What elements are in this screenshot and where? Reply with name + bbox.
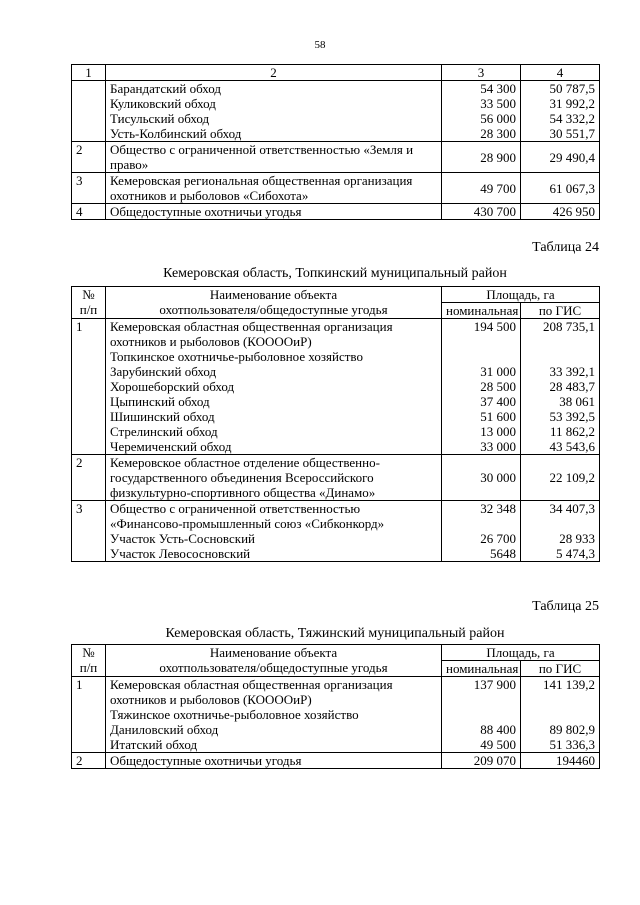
cell-line: Наименование объекта: [209, 287, 338, 302]
header-number: [72, 287, 106, 319]
header-gis: по ГИС: [521, 303, 600, 319]
cell-line: 194 500: [473, 319, 516, 334]
cell-line: охотников и рыболовов «Сибохота»: [110, 188, 309, 203]
cell-line: Цыпинский обход: [110, 394, 210, 409]
cell-line: 33 000: [480, 439, 516, 454]
object-name: [106, 501, 442, 562]
object-name: [106, 81, 442, 142]
cell-line: [446, 707, 516, 722]
cell-line: Черемиченский обход: [110, 439, 232, 454]
area-gis: [521, 81, 600, 142]
area-nominal: [442, 753, 521, 769]
cell-line: 28 933: [559, 531, 595, 546]
cell-line: 26 700: [480, 531, 516, 546]
cell-line: 28 500: [480, 379, 516, 394]
cell-line: «Финансово-промышленный союз «Сибконкорд»: [110, 516, 385, 531]
cell-line: [446, 692, 516, 707]
cell-line: 30 551,7: [549, 126, 595, 141]
cell-line: Участок Левососновский: [110, 546, 251, 561]
cell-line: 33 500: [480, 96, 516, 111]
cell-line: Барандатский обход: [110, 81, 221, 96]
cell-line: 54 332,2: [549, 111, 595, 126]
header-name: [106, 645, 442, 677]
area-gis: [521, 319, 600, 455]
row-number: [72, 81, 106, 142]
row-number: 1: [72, 677, 106, 753]
cell-line: Общедоступные охотничьи угодья: [110, 753, 302, 768]
cell-line: 54 300: [480, 81, 516, 96]
cell-line: Общество с ограниченной ответственностью: [110, 501, 361, 516]
cell-line: Общедоступные охотничьи угодья: [110, 204, 302, 219]
row-number: 3: [72, 173, 106, 204]
table-row: [72, 81, 600, 142]
cell-line: 11 862,2: [549, 424, 595, 439]
cell-line: Куликовский обход: [110, 96, 216, 111]
table-24: [71, 286, 600, 562]
cell-line: 56 000: [480, 111, 516, 126]
cell-line: 43 543,6: [549, 439, 595, 454]
cell-line: Зарубинский обход: [110, 364, 217, 379]
table-row: [72, 319, 600, 455]
cell-line: 51 600: [480, 409, 516, 424]
cell-line: [525, 334, 595, 349]
cell-line: 33 392,1: [549, 364, 595, 379]
cell-line: 50 787,5: [549, 81, 595, 96]
table-24-label: Таблица 24: [532, 240, 599, 255]
cell-line: 141 139,2: [543, 677, 595, 692]
header-nominal: номинальная: [442, 661, 521, 677]
row-number: 2: [72, 455, 106, 501]
area-gis: [521, 455, 600, 501]
table-row: [72, 204, 600, 220]
area-nominal: [442, 455, 521, 501]
cell-line: Кемеровская областная общественная организация: [110, 677, 393, 692]
cell-line: 30 000: [480, 470, 516, 485]
cell-line: Топкинское охотничье-рыболовное хозяйство: [110, 349, 363, 364]
cell-line: 49 700: [480, 180, 516, 196]
cell-line: Кемеровская региональная общественная организация: [110, 173, 413, 188]
cell-line: п/п: [79, 660, 98, 675]
object-name: [106, 142, 442, 173]
cell-line: физкультурно-спортивного общества «Динамо»: [110, 485, 376, 500]
object-name: [106, 319, 442, 455]
cell-line: Усть-Колбинский обход: [110, 126, 242, 141]
cell-line: [525, 349, 595, 364]
cell-line: Кемеровское областное отделение общественно-: [110, 455, 380, 470]
cell-line: Тисульский обход: [110, 111, 210, 126]
header-name: [106, 287, 442, 319]
cell-line: 28 483,7: [549, 379, 595, 394]
table-row: [72, 173, 600, 204]
cell-line: 137 900: [473, 677, 516, 692]
row-number: 2: [72, 142, 106, 173]
cell-line: Участок Усть-Сосновский: [110, 531, 255, 546]
row-number: 4: [72, 204, 106, 220]
area-gis: [521, 173, 600, 204]
cell-line: право»: [110, 157, 149, 172]
area-nominal: [442, 319, 521, 455]
cell-line: 209 070: [473, 753, 516, 768]
cell-line: Кемеровская областная общественная организация: [110, 319, 393, 334]
table-25: [71, 644, 600, 769]
table-row: [72, 501, 600, 562]
cell-line: 5648: [490, 546, 516, 561]
area-gis: [521, 677, 600, 753]
cell-line: Шишинский обход: [110, 409, 215, 424]
cell-line: 208 735,1: [543, 319, 595, 334]
table-24-title: Кемеровская область, Топкинский муниципальный район: [163, 266, 507, 281]
area-nominal: [442, 677, 521, 753]
cell-line: Итатский обход: [110, 737, 198, 752]
cell-line: государственного объединения Всероссийского: [110, 470, 374, 485]
cell-line: 38 061: [559, 394, 595, 409]
column-number: 4: [521, 65, 600, 81]
cell-line: Хорошеборский обход: [110, 379, 235, 394]
object-name: [106, 677, 442, 753]
cell-line: охотников и рыболовов (КООООиР): [110, 692, 312, 707]
column-number: 1: [72, 65, 106, 81]
row-number: 1: [72, 319, 106, 455]
table-row: [72, 677, 600, 753]
object-name: [106, 753, 442, 769]
cell-line: 31 992,2: [549, 96, 595, 111]
page-number: 58: [314, 39, 326, 51]
header-nominal: номинальная: [442, 303, 521, 319]
area-nominal: [442, 173, 521, 204]
cell-line: [525, 516, 595, 531]
cell-line: 28 900: [480, 149, 516, 165]
cell-line: [446, 516, 516, 531]
table-row: [72, 753, 600, 769]
cell-line: 31 000: [480, 364, 516, 379]
cell-line: 34 407,3: [549, 501, 595, 516]
area-nominal: [442, 142, 521, 173]
cell-line: 22 109,2: [549, 470, 595, 485]
table-header-row: [72, 645, 600, 661]
cell-line: 430 700: [473, 204, 516, 219]
area-nominal: [442, 204, 521, 220]
cell-line: 32 348: [480, 501, 516, 516]
cell-line: Даниловский обход: [110, 722, 219, 737]
cell-line: 5 474,3: [556, 546, 595, 561]
table-header-row: [72, 287, 600, 303]
cell-line: Стрелинский обход: [110, 424, 218, 439]
cell-line: 29 490,4: [549, 149, 595, 165]
cell-line: 426 950: [552, 204, 595, 219]
cell-line: [525, 692, 595, 707]
cell-line: Тяжинское охотничье-рыболовное хозяйство: [110, 707, 359, 722]
cell-line: п/п: [79, 302, 98, 317]
row-number: 2: [72, 753, 106, 769]
table-row: [72, 142, 600, 173]
cell-line: №: [82, 287, 95, 302]
table-row: [72, 455, 600, 501]
cell-line: 88 400: [480, 722, 516, 737]
cell-line: 61 067,3: [549, 180, 595, 196]
area-nominal: [442, 501, 521, 562]
area-gis: [521, 204, 600, 220]
area-gis: [521, 753, 600, 769]
cell-line: охотников и рыболовов (КООООиР): [110, 334, 312, 349]
cell-line: №: [82, 645, 95, 660]
cell-line: охотпользователя/общедоступные угодья: [159, 660, 388, 675]
header-number: [72, 645, 106, 677]
cell-line: Наименование объекта: [209, 645, 338, 660]
cell-line: 13 000: [480, 424, 516, 439]
header-area: Площадь, га: [442, 287, 600, 303]
cell-line: 194460: [556, 753, 595, 768]
cell-line: 51 336,3: [549, 737, 595, 752]
object-name: [106, 173, 442, 204]
table-continuation: [71, 64, 600, 220]
cell-line: [446, 349, 516, 364]
table-25-title: Кемеровская область, Тяжинский муниципальный район: [165, 626, 505, 641]
object-name: [106, 204, 442, 220]
cell-line: охотпользователя/общедоступные угодья: [159, 302, 388, 317]
row-number: 3: [72, 501, 106, 562]
cell-line: Общество с ограниченной ответственностью «Земля и: [110, 142, 414, 157]
header-gis: по ГИС: [521, 661, 600, 677]
cell-line: 28 300: [480, 126, 516, 141]
table-header-row: [72, 65, 600, 81]
column-number: 3: [442, 65, 521, 81]
object-name: [106, 455, 442, 501]
header-area: Площадь, га: [442, 645, 600, 661]
area-gis: [521, 142, 600, 173]
cell-line: 89 802,9: [549, 722, 595, 737]
cell-line: [446, 334, 516, 349]
table-25-label: Таблица 25: [532, 599, 599, 614]
column-number: 2: [106, 65, 442, 81]
cell-line: [525, 707, 595, 722]
area-nominal: [442, 81, 521, 142]
cell-line: 37 400: [480, 394, 516, 409]
cell-line: 53 392,5: [549, 409, 595, 424]
cell-line: 49 500: [480, 737, 516, 752]
area-gis: [521, 501, 600, 562]
